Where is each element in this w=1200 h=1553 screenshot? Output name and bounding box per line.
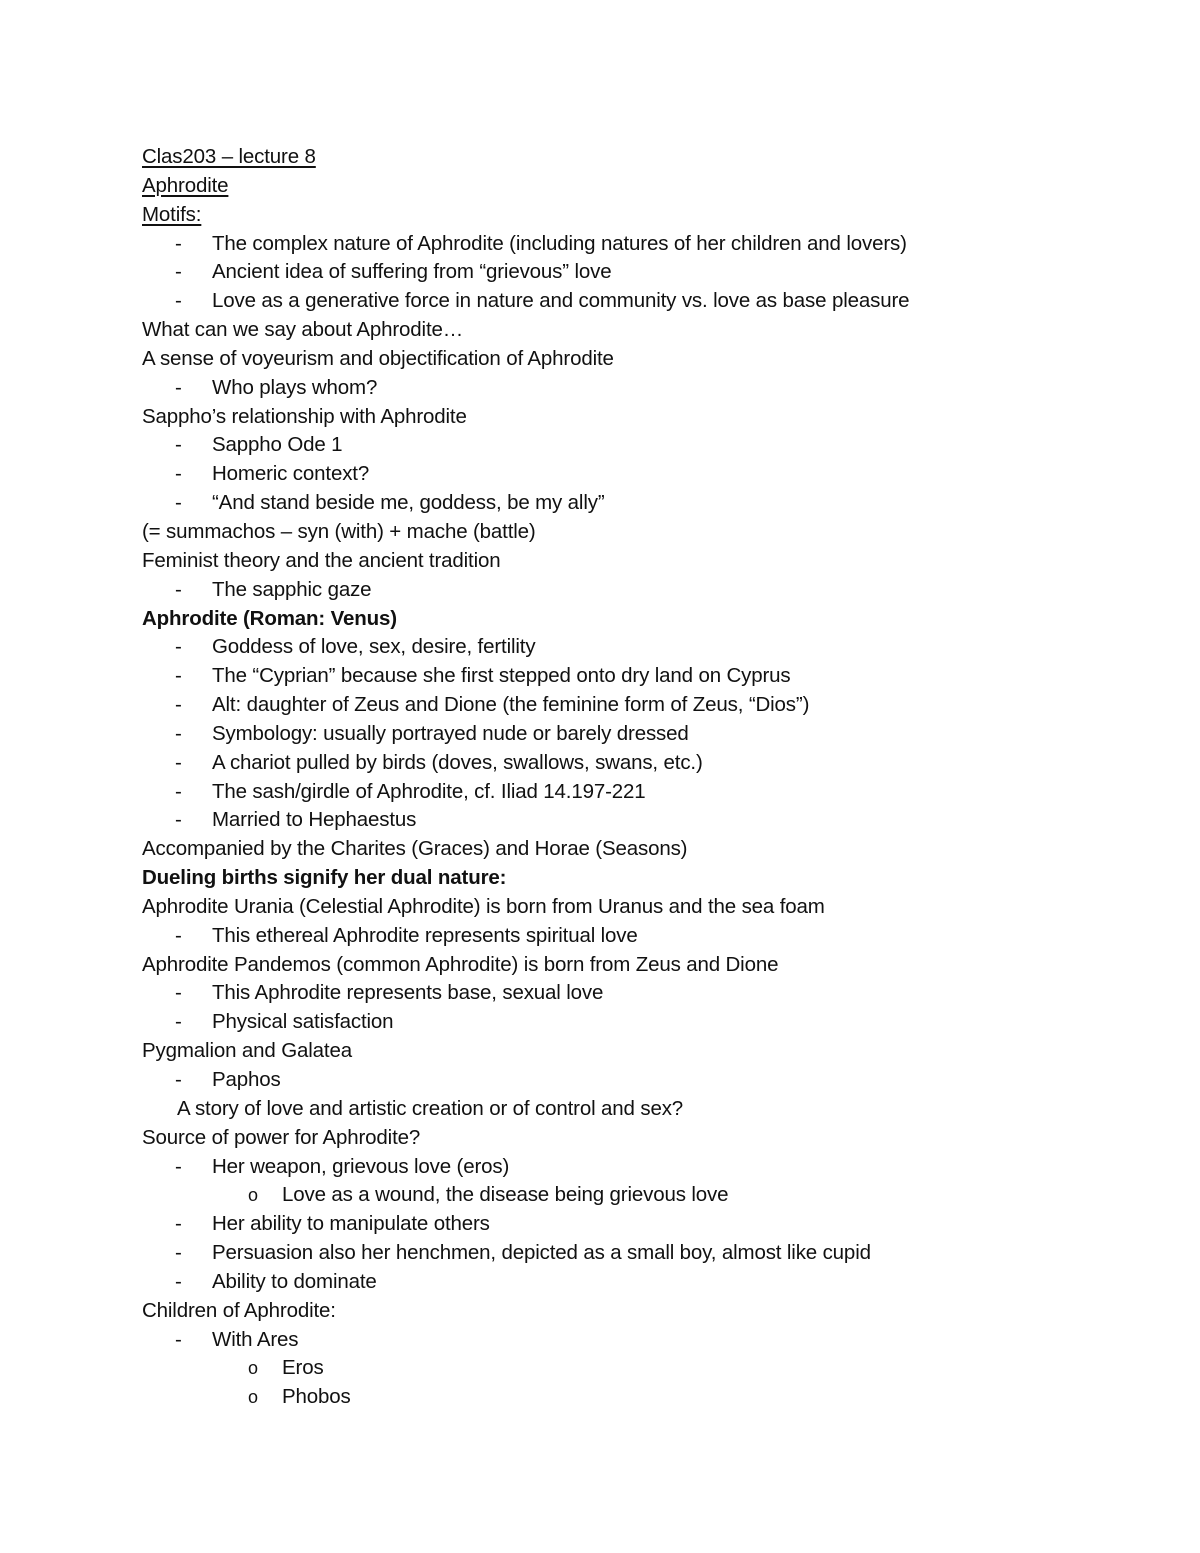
sub-list-item: o Eros [142,1354,1102,1383]
list-item: - Alt: daughter of Zeus and Dione (the feminine form of Zeus, “Dios”) [142,691,1102,720]
list-item: - Physical satisfaction [142,1008,1102,1037]
circle-bullet: o [248,1358,258,1379]
circle-bullet: o [248,1387,258,1408]
dash-bullet: - [175,1212,182,1236]
dash-bullet: - [175,750,182,774]
list-item: - Married to Hephaestus [142,806,1102,835]
paragraph: Accompanied by the Charites (Graces) and Horae (Seasons) [142,837,688,861]
venus-heading: Aphrodite (Roman: Venus) [142,606,397,630]
list-item: - The complex nature of Aphrodite (including natures of her children and lovers) [142,230,1102,259]
motifs-heading: Motifs: [142,202,202,226]
list-item: - Ability to dominate [142,1268,1102,1297]
paragraph: Sappho’s relationship with Aphrodite [142,404,467,428]
dash-bullet: - [175,1010,182,1034]
list-item: - Her weapon, grievous love (eros) [142,1153,1102,1182]
paragraph: (= summachos – syn (with) + mache (battle) [142,519,536,543]
dash-bullet: - [175,491,182,515]
dash-bullet: - [175,779,182,803]
dash-bullet: - [175,721,182,745]
sub-list-item: o Phobos [142,1383,1102,1412]
dash-bullet: - [175,577,182,601]
page-title: Clas203 – lecture 8 [142,145,316,168]
paragraph: Aphrodite Urania (Celestial Aphrodite) is born from Uranus and the sea foam [142,894,825,918]
dash-bullet: - [175,1154,182,1178]
dash-bullet: - [175,1269,182,1293]
dash-bullet: - [175,1068,182,1091]
dash-bullet: - [175,923,182,947]
dash-bullet: - [175,693,182,717]
paragraph: What can we say about Aphrodite… [142,318,464,342]
list-item: - Symbology: usually portrayed nude or barely dressed [142,720,1102,749]
dash-bullet: - [175,375,182,399]
document-content [142,143,1102,1412]
paragraph: A story of love and artistic creation or of control and sex? [177,1096,684,1120]
list-item: - Sappho Ode 1 [142,431,1102,460]
list-item: - A chariot pulled by birds (doves, swallows, swans, etc.) [142,749,1102,778]
dash-bullet: - [175,289,182,313]
list-item: - Paphos [142,1066,1102,1095]
paragraph: Source of power for Aphrodite? [142,1125,421,1149]
dash-bullet: - [175,231,182,255]
circle-bullet: o [248,1185,258,1206]
list-item: - Love as a generative force in nature and community vs. love as base pleasure [142,287,1102,316]
dash-bullet: - [175,260,182,284]
sub-list-item: o Love as a wound, the disease being grievous love [142,1181,1102,1210]
dash-bullet: - [175,981,182,1005]
list-item: - Who plays whom? [142,374,1102,403]
dash-bullet: - [175,1327,182,1351]
paragraph: Aphrodite Pandemos (common Aphrodite) is born from Zeus and Dione [142,952,779,976]
section-title-aphrodite: Aphrodite [142,173,229,197]
paragraph: Feminist theory and the ancient tradition [142,548,501,572]
list-item: - The sapphic gaze [142,576,1102,605]
list-item: - The “Cyprian” because she first stepped onto dry land on Cyprus [142,662,1102,691]
dash-bullet: - [175,664,182,688]
list-item: - This Aphrodite represents base, sexual love [142,979,1102,1008]
list-item: - “And stand beside me, goddess, be my ally” [142,489,1102,518]
dash-bullet: - [175,462,182,486]
dash-bullet: - [175,1241,182,1265]
paragraph: Children of Aphrodite: [142,1298,336,1322]
list-item: - Her ability to manipulate others [142,1210,1102,1239]
list-item: - Goddess of love, sex, desire, fertility [142,633,1102,662]
list-item: - With Ares [142,1326,1102,1355]
list-item: - Ancient idea of suffering from “grievous” love [142,258,1102,287]
list-item: - Homeric context? [142,460,1102,489]
dueling-heading: Dueling births signify her dual nature: [142,866,507,890]
list-item: - Persuasion also her henchmen, depicted as a small boy, almost like cupid [142,1239,1102,1268]
paragraph: A sense of voyeurism and objectification of Aphrodite [142,346,614,370]
dash-bullet: - [175,433,182,457]
paragraph: Pygmalion and Galatea [142,1039,352,1063]
list-item: - This ethereal Aphrodite represents spiritual love [142,922,1102,951]
dash-bullet: - [175,635,182,659]
list-item: - The sash/girdle of Aphrodite, cf. Iliad 14.197-221 [142,778,1102,807]
dash-bullet: - [175,808,182,832]
